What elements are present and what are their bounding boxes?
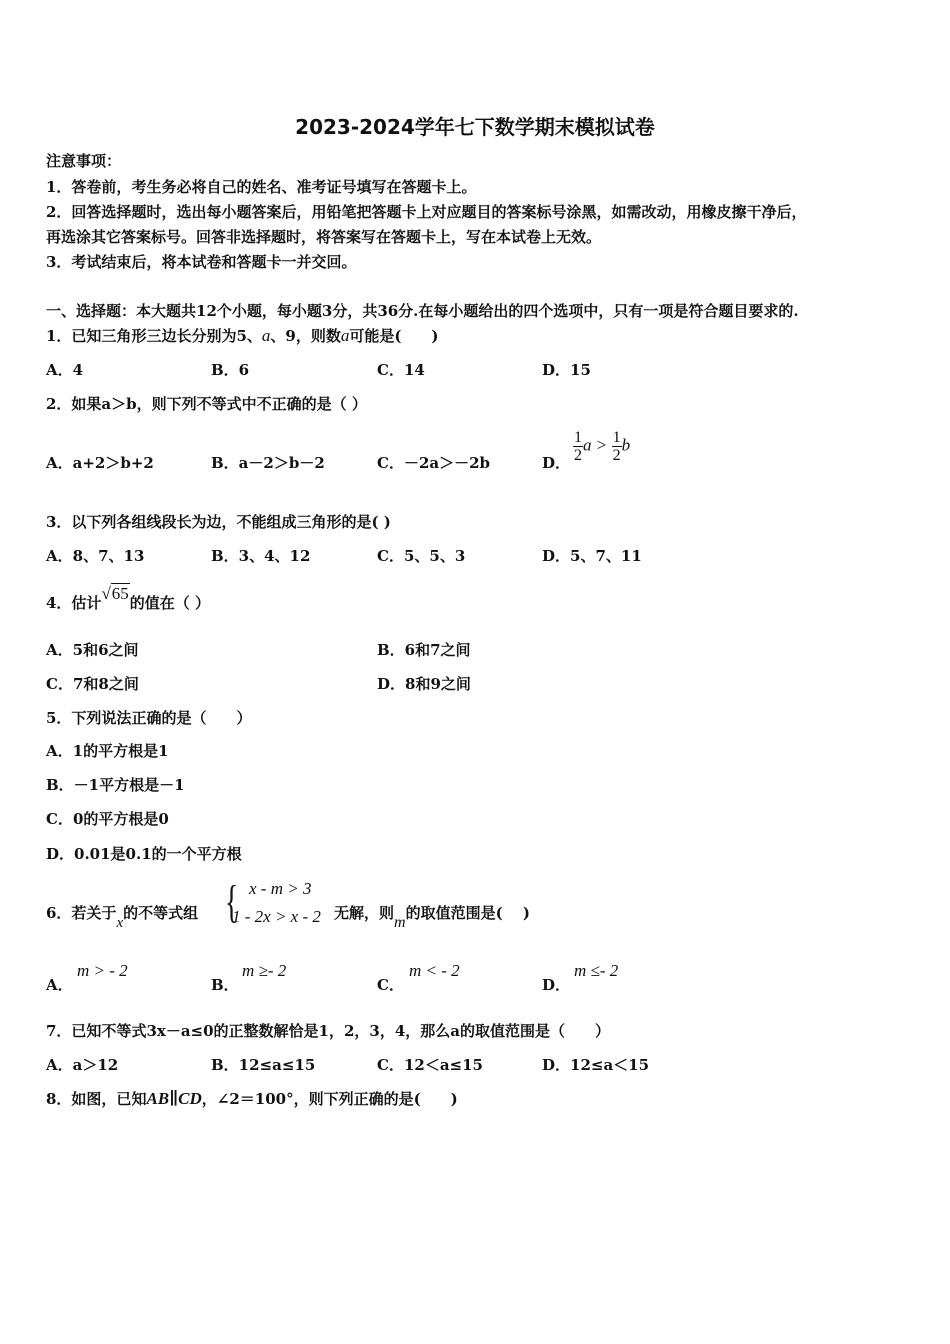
q6-text: 无解，则 [334,904,395,922]
q8-math: AB∥CD [146,1089,202,1108]
q7-option-d: D．12≤a＜15 [542,1056,650,1074]
question-7-stem: 7．已知不等式3x－a≤0的正整数解恰是1，2，3，4，那么a的取值范围是（ ） [46,1022,611,1040]
q6-option-b-label: B． [211,976,239,994]
q6-var: m [394,914,406,931]
q8-text: 8．如图，已知 [46,1090,147,1108]
q6-option-b-expr: m ≥- 2 [242,961,287,980]
q4-text: 的值在（ ） [129,594,211,612]
q4-option-a: A．5和6之间 [46,641,139,659]
q6-option-c-expr: m < - 2 [409,961,460,980]
q6-option-d-expr: m ≤- 2 [574,961,619,980]
fraction [612,429,622,464]
q4-option-d: D．8和9之间 [377,675,471,693]
q1-text: 1．已知三角形三边长分别为5、 [46,327,262,345]
q4-option-b: B．6和7之间 [377,641,471,659]
q1-var: a [340,326,350,345]
question-1-stem [46,326,439,346]
q6-text: 的取值范围是( ) [405,904,530,922]
numerator: 1 [612,429,621,446]
q2-option-b: B．a－2＞b－2 [211,454,325,472]
question-4-stem [46,584,211,613]
q2-option-a: A．a+2＞b+2 [46,454,154,472]
q7-option-a: A．a＞12 [46,1056,119,1074]
question-3-stem: 3．以下列各组线段长为边，不能组成三角形的是( ) [46,513,391,531]
q7-option-c: C．12＜a≤15 [377,1056,483,1074]
system-line-2: 1 - 2x > x - 2 [232,907,321,926]
q3-option-b: B．3、4、12 [211,547,311,565]
q6-option-a-expr: m > - 2 [77,961,128,980]
q2-option-c: C．－2a＞－2b [377,454,491,472]
q1-option-a: A．4 [46,361,84,379]
notice-item-2-cont: 再选涂其它答案标号。回答非选择题时，将答案写在答题卡上，写在本试卷上无效。 [46,228,602,246]
system-line-1: x - m > 3 [249,879,312,898]
q8-text: ，∠2＝100°，则下列正确的是( ) [201,1090,458,1108]
q6-text: 的不等式组 [123,904,199,922]
question-6-stem-part2 [334,903,530,931]
q3-option-c: C．5、5、3 [377,547,466,565]
q1-option-c: C．14 [377,361,425,379]
notice-item-1: 1．答卷前，考生务必将自己的姓名、准考证号填写在答题卡上。 [46,178,477,196]
fraction [573,429,583,464]
q6-text: 6．若关于 [46,904,117,922]
notice-item-2: 2．回答选择题时，选出每小题答案后，用铅笔把答题卡上对应题目的答案标号涂黑，如需改动，用橡皮擦干净后， [46,203,807,221]
denominator: 2 [612,447,621,464]
math-var: a [583,435,592,455]
math-var: b [621,435,631,455]
q6-option-a-label: A． [46,976,73,994]
q5-option-d: D．0.01是0.1的一个平方根 [46,845,242,863]
q5-option-a: A．1的平方根是1 [46,742,169,760]
question-8-stem [46,1089,458,1109]
q4-option-c: C．7和8之间 [46,675,139,693]
question-2-stem: 2．如果a＞b，则下列不等式中不正确的是（ ） [46,395,367,413]
notice-heading: 注意事项： [46,152,122,170]
question-5-stem: 5．下列说法正确的是（ ） [46,709,252,727]
notice-item-3: 3．考试结束后，将本试卷和答题卡一并交回。 [46,253,357,271]
q3-option-d: D．5、7、11 [542,547,642,565]
page-title: 2023-2024学年七下数学期末模拟试卷 [295,115,655,139]
q1-option-d: D．15 [542,361,591,379]
math-op: > [596,435,607,455]
q1-option-b: B．6 [211,361,250,379]
numerator: 1 [574,429,582,446]
denominator: 2 [574,447,582,464]
radicand: 65 [111,584,129,603]
q4-text: 4．估计 [46,594,102,612]
brace-symbol: { [225,876,239,927]
q6-option-d-label: D． [542,976,571,994]
q2-option-d-math [573,429,630,464]
question-6-stem-part1 [46,903,199,931]
q7-option-b: B．12≤a≤15 [211,1056,316,1074]
q5-option-b: B．－1平方根是－1 [46,776,185,794]
q6-option-c-label: C． [377,976,404,994]
q1-text: 、9，则数 [270,327,341,345]
sqrt-symbol: √65 [101,584,129,603]
q3-option-a: A．8、7、13 [46,547,145,565]
q5-option-c: C．0的平方根是0 [46,810,169,828]
q1-var: a [261,326,271,345]
q2-option-d: D． [542,454,571,472]
q1-text: 可能是( ) [349,327,439,345]
section-heading: 一、选择题：本大题共12个小题，每小题3分，共36分.在每小题给出的四个选项中，只有一项是符合题目要求的. [46,302,799,320]
q6-var: x [116,915,124,931]
